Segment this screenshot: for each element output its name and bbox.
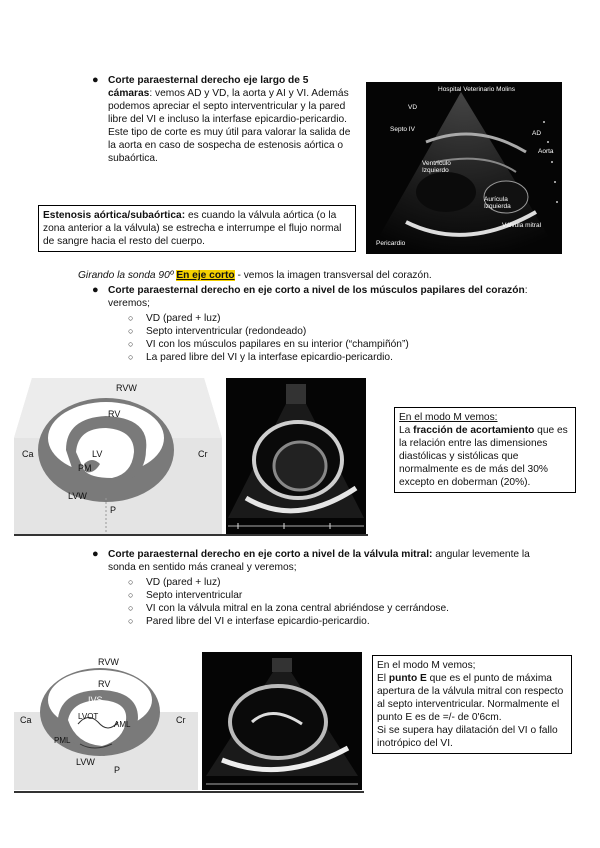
section-long-axis	[92, 74, 354, 165]
mitral-list	[128, 576, 546, 628]
rotate-probe-line	[78, 269, 538, 282]
section-papillary	[92, 284, 528, 310]
echo1-label-vd: VD	[408, 104, 418, 111]
list-item: ○ VI con los músculos papilares en su interior (“champiñón”)	[128, 339, 409, 350]
diag2-rvw: RVW	[98, 657, 119, 667]
diag1-lvw: LVW	[68, 491, 87, 501]
diag2-aml: AML	[114, 720, 131, 729]
m-mode-fraction-box	[394, 407, 576, 493]
box3-line1: En el modo M vemos;	[377, 660, 476, 671]
list-item: ○ VD (pared + luz)	[128, 313, 221, 324]
diag1-pm: PM	[78, 463, 92, 473]
short-axis-highlight: En eje corto	[176, 270, 235, 281]
m-mode-point-e-box	[372, 655, 572, 754]
box3-text: que es el punto de máxima apertura de la válvula mitral con respecto al septo interventricular. Normalmente el punto E es de =/- de 0'6cm.	[377, 673, 564, 723]
diag2-p: P	[114, 765, 121, 775]
divider	[14, 534, 368, 536]
diag2-rv: RV	[98, 679, 111, 689]
diag1-cr: Cr	[198, 449, 208, 459]
diag2-lvot: LVOT	[78, 712, 99, 721]
box3-pre: El	[377, 673, 389, 684]
papillary-diagram	[14, 378, 222, 534]
rotate-suffix: - vemos la imagen transversal del corazón.	[234, 270, 432, 281]
echo1-header: Hospital Veterinario Molins	[438, 86, 515, 93]
box2-line1: En el modo M vemos:	[399, 412, 498, 423]
diag1-lv: LV	[92, 449, 103, 459]
box3-line2: Si se supera hay dilatación del VI o fallo inotrópico del VI.	[377, 725, 558, 749]
diag2-lvw: LVW	[76, 757, 95, 767]
bullet-icon: ●	[92, 74, 99, 86]
diag2-pml: PML	[54, 736, 71, 745]
box2-pre: La	[399, 425, 414, 436]
papillary-heading: Corte paraesternal derecho en eje corto a nivel de los músculos papilares del corazón	[108, 285, 525, 296]
list-item: ○ Septo interventricular	[128, 590, 243, 601]
mitral-tail: angular levemente la sonda en sentido más craneal y veremos;	[108, 549, 530, 573]
echo-long-axis-image	[366, 82, 562, 254]
list-item: ○ Septo interventricular (redondeado)	[128, 326, 307, 337]
echo1-label-aorta: Aorta	[538, 148, 554, 155]
list-item: ○ La pared libre del VI y la interfase epicardio-pericardio.	[128, 352, 393, 363]
mitral-diagram	[14, 652, 198, 790]
box3-bold: punto E	[388, 673, 427, 684]
diag1-ivs: IVS	[106, 429, 121, 439]
echo1-label-vi: Ventrículo Izquierdo	[422, 160, 451, 174]
papillary-tail: : veremos;	[108, 285, 528, 309]
bullet-icon: ●	[92, 548, 99, 560]
divider	[14, 791, 364, 793]
echo1-label-ai: Aurícula Izquierda	[484, 196, 511, 210]
list-item: ○ VI con la válvula mitral en la zona central abriéndose y cerrándose.	[128, 603, 449, 614]
aortic-stenosis-term: Estenosis aórtica/subaórtica:	[43, 210, 186, 221]
echo1-label-peri: Pericardio	[376, 240, 406, 247]
box2-bold: fracción de acortamiento	[413, 425, 535, 436]
echo1-label-septo: Septo IV	[390, 126, 415, 133]
diag1-p: P	[110, 505, 117, 515]
diag1-rv: RV	[108, 409, 121, 419]
long-axis-body: : vemos AD y VD, la aorta y AI y VI. Además podemos apreciar el septo interventricular y la pared libre del VI e incluso la interfase epicardio-pericardio. Este tipo de corte es muy útil para valorar la salida de la aorta en caso de sospecha de estenosis aórtica o subaórtica.	[108, 88, 351, 164]
aortic-stenosis-text: es cuando la válvula aórtica (o la zona anterior a la válvula) se estrecha e interrumpe el flujo normal de sangre hacia el resto del cuerpo.	[43, 210, 342, 247]
echo1-label-ad: AD	[532, 130, 542, 137]
diag2-ivs: IVS	[88, 695, 103, 705]
diag1-ca: Ca	[22, 449, 34, 459]
diag2-cr: Cr	[176, 715, 186, 725]
diag2-ca: Ca	[20, 715, 32, 725]
echo-papillary-image	[226, 378, 366, 534]
mitral-heading: Corte paraesternal derecho en eje corto a nivel de la válvula mitral:	[108, 549, 433, 560]
long-axis-heading: Corte paraesternal derecho eje largo de 5 cámaras	[108, 75, 309, 99]
box2-text: que es la relación entre las dimensiones diastólicas y sistólicas que normalmente es de más del 30% excepto en doberman (20%).	[399, 425, 568, 488]
aortic-stenosis-box	[38, 205, 356, 252]
section-mitral	[92, 548, 538, 574]
echo-mitral-image	[202, 652, 362, 790]
list-item: ○ Pared libre del VI e interfase epicardio-pericardio.	[128, 616, 370, 627]
bullet-icon: ●	[92, 284, 99, 296]
list-item: ○ VD (pared + luz)	[128, 577, 221, 588]
papillary-list	[128, 312, 546, 364]
diag1-rvw: RVW	[116, 383, 137, 393]
echo1-label-mitral: Válvula mitral	[502, 222, 542, 229]
rotate-prefix: Girando la sonda 90º	[78, 270, 174, 281]
